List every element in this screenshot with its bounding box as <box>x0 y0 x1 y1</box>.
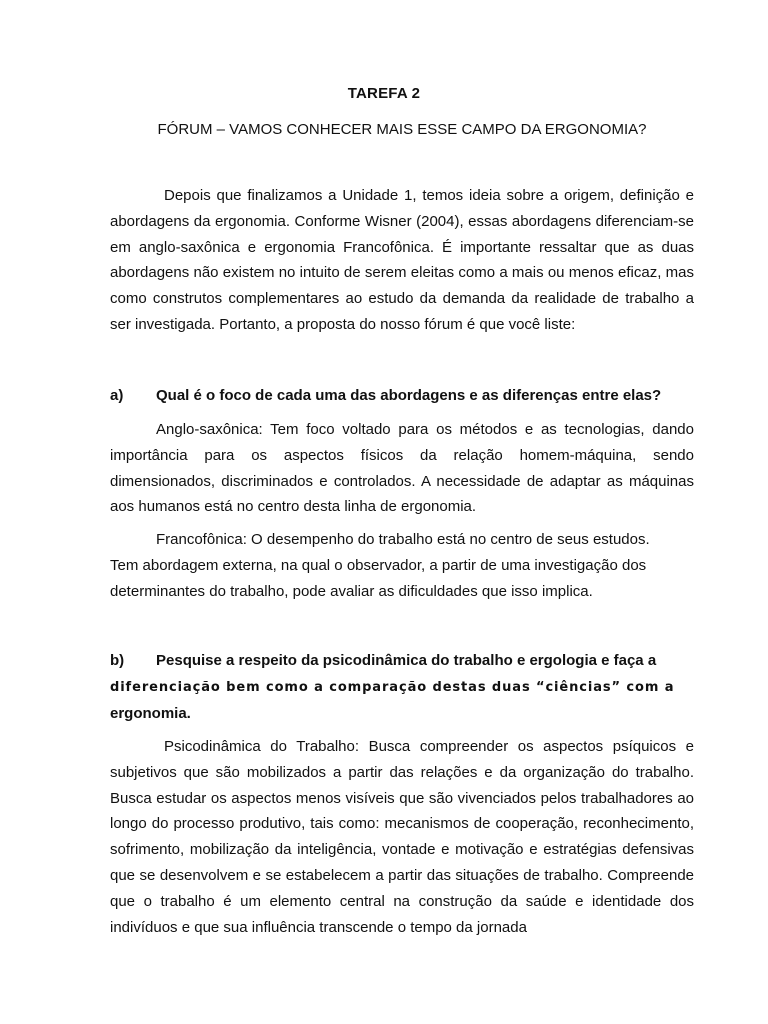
answer-a-franco-line1: Francofônica: O desempenho do trabalho está no centro de seus estudos. <box>156 531 650 548</box>
question-b-text-line3: ergonomia. <box>110 704 191 722</box>
question-b-line3 <box>110 701 694 727</box>
answer-a-anglo-paragraph: Anglo-saxônica: Tem foco voltado para os métodos e as tecnologias, dando importância para os aspectos físicos da relação homem-máquina, sendo dimensionados, discriminados e controlados. A necessidade de adaptar as máquinas aos humanos está no centro desta linha de ergonomia. <box>110 421 694 516</box>
question-a-section <box>110 383 694 409</box>
question-b-text-line1: Pesquise a respeito da psicodinâmica do trabalho e ergologia e faça a <box>156 652 657 669</box>
question-b-line2 <box>110 674 694 701</box>
answer-a-anglo <box>110 417 694 520</box>
document-subtitle: FÓRUM – VAMOS CONHECER MAIS ESSE CAMPO DA ERGONOMIA? <box>157 121 647 138</box>
question-a-letter: a) <box>110 387 124 404</box>
answer-b-psico-paragraph: Psicodinâmica do Trabalho: Busca compreender os aspectos psíquicos e subjetivos que são mobilizados a partir das relações e da organização do trabalho. Busca estudar os aspectos menos visíveis que são vivenciados pelos trabalhadores ao longo do processo produtivo, tais como: mecanismos de cooperação, reconhecimento, sofrimento, mobilização da inteligência, vontade e motivação e estratégias defensivas que se desenvolvem e se estabelecem a partir das situações de trabalho. Compreende que o trabalho é um elemento central na construção da saúde e identidade dos indivíduos e que sua influência transcende o tempo da jornada <box>110 738 694 936</box>
question-a-text: Qual é o foco de cada uma das abordagens e as diferenças entre elas? <box>156 387 662 404</box>
answer-b-psico <box>110 734 694 940</box>
question-b-line1 <box>110 648 694 674</box>
answer-a-franco <box>110 527 694 604</box>
answer-a-franco-rest: Tem abordagem externa, na qual o observador, a partir de uma investigação dos determinantes do trabalho, pode avaliar as dificuldades que isso implica. <box>110 556 647 600</box>
question-b-text-line2: diferenciação bem como a comparação destas duas “ciências” com a <box>110 679 675 695</box>
intro-paragraph: Depois que finalizamos a Unidade 1, temos ideia sobre a origem, definição e abordagens da ergonomia. Conforme Wisner (2004), essas abordagens diferenciam-se em anglo-saxônica e ergonomia Francofônica. É importante ressaltar que as duas abordagens não existem no intuito de serem eleitas como a mais ou menos eficaz, mas como construtos complementares ao estudo da demanda da realidade de trabalho a ser investigada. Portanto, a proposta do nosso fórum é que você liste: <box>110 187 694 333</box>
question-a <box>110 383 694 409</box>
question-b-letter: b) <box>110 652 125 669</box>
document-title: TAREFA 2 <box>347 85 421 102</box>
intro-section <box>110 183 694 338</box>
question-b-section <box>110 648 694 726</box>
